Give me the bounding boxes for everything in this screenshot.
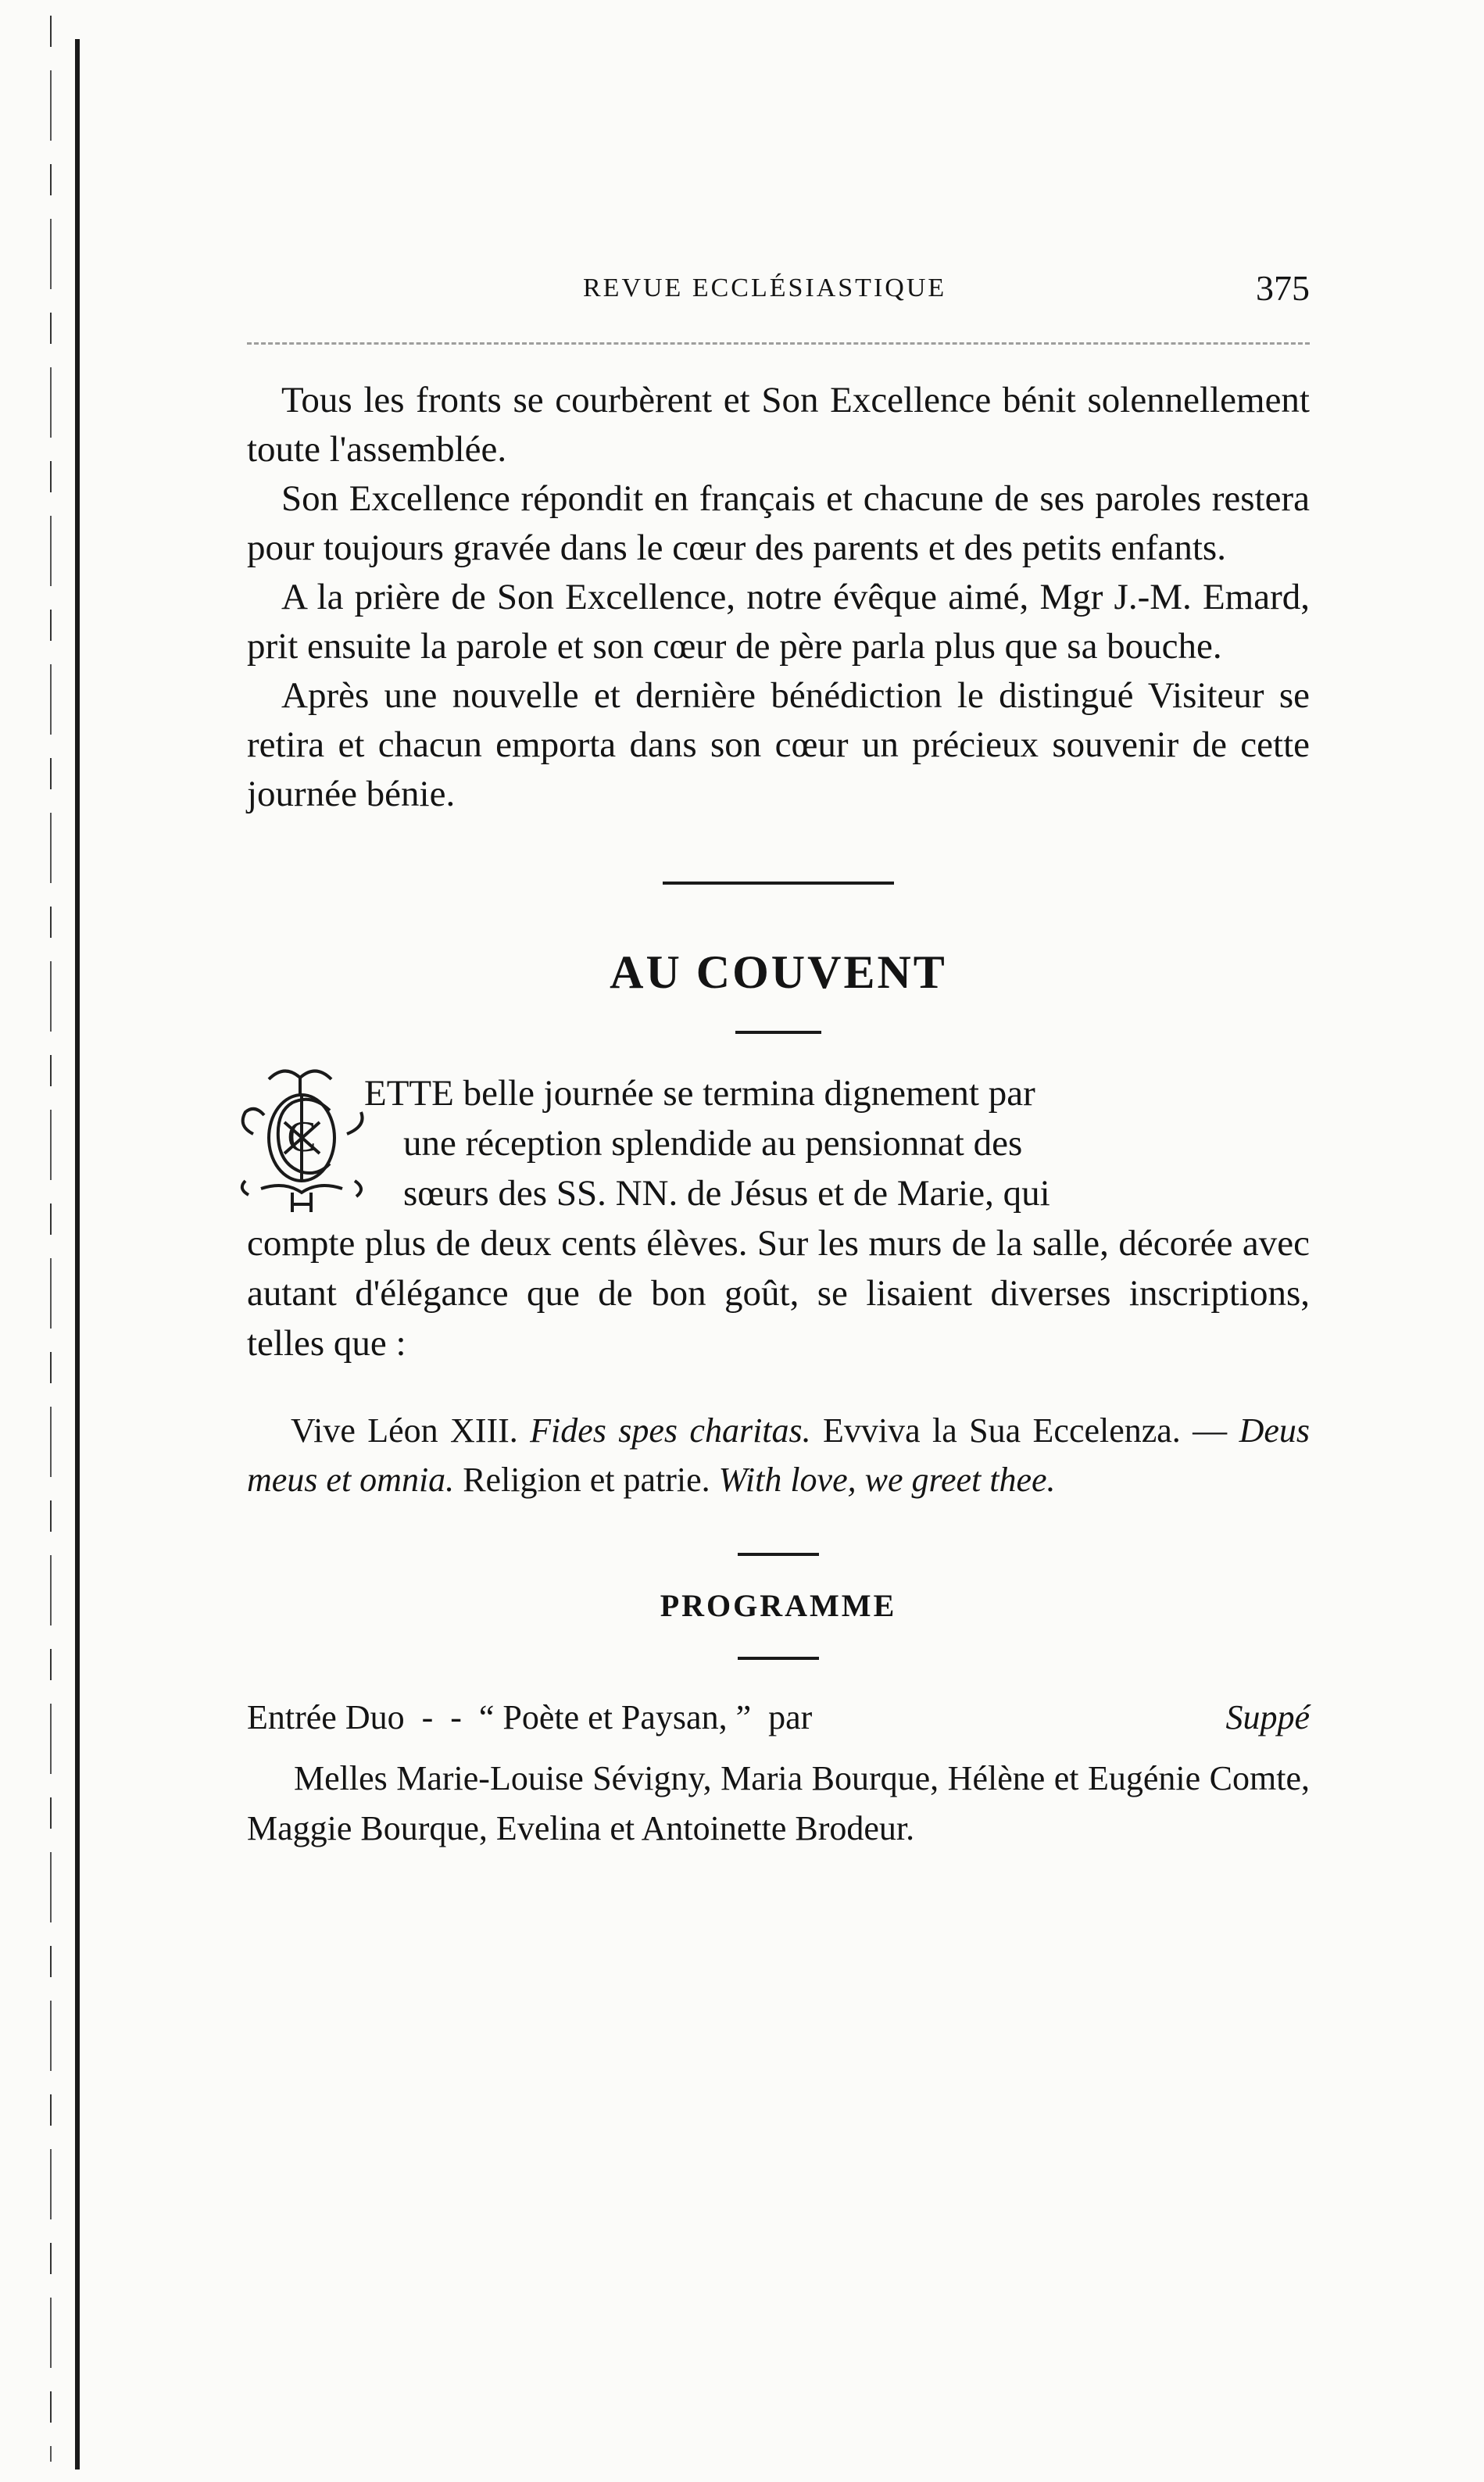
programme-rule-bottom bbox=[738, 1657, 819, 1660]
paragraph-1: Tous les fronts se courbèrent et Son Excellence bénit solennellement toute l'assemblée. bbox=[247, 380, 1310, 470]
paragraph-3: A la prière de Son Excellence, notre évêque aimé, Mgr J.-M. Emard, prit ensuite la parole et son cœur de père parla plus que sa bouche. bbox=[247, 577, 1310, 667]
dropcap-line-3: sœurs des SS. NN. de Jésus et de Marie, qui bbox=[403, 1173, 1050, 1214]
programme-entry bbox=[247, 1697, 1310, 1747]
binding-edge-dashes bbox=[50, 16, 52, 2462]
inscription-religion: Religion et patrie. bbox=[463, 1461, 710, 1499]
dropcap-line-2: une réception splendide au pensionnat des bbox=[403, 1123, 1023, 1164]
programme-entry-composer: Suppé bbox=[1225, 1698, 1310, 1736]
dropcap-rest: compte plus de deux cents élèves. Sur les murs de la salle, décorée avec autant d'élégance que de bon goût, se lisaient diverses inscriptions, telles que : bbox=[247, 1223, 1310, 1364]
section-rule-top bbox=[663, 882, 894, 885]
programme-title: PROGRAMME bbox=[660, 1588, 897, 1623]
paragraph-2: Son Excellence répondit en français et chacune de ses paroles restera pour toujours gravée dans le cœur des parents et des petits enfants. bbox=[247, 478, 1310, 568]
dropcap-paragraph bbox=[247, 1068, 1310, 1368]
inscription-deus: Deus meus et omnia. bbox=[247, 1411, 1310, 1499]
inscription-fides: Fides spes charitas. bbox=[530, 1411, 811, 1450]
inscription-with-love: With love, we greet thee. bbox=[718, 1461, 1056, 1499]
page-number: 375 bbox=[1256, 268, 1310, 308]
inscriptions bbox=[247, 1406, 1310, 1504]
section-title: AU COUVENT bbox=[610, 946, 947, 998]
inscription-vive-leon: Vive Léon XIII. bbox=[291, 1411, 518, 1450]
programme-performers: Melles Marie-Louise Sévigny, Maria Bourque, Hélène et Eugénie Comte, Maggie Bourque, Evelina et Antoinette Brodeur. bbox=[247, 1759, 1310, 1847]
ornamental-dropcap-icon bbox=[238, 1064, 402, 1220]
dropcap-letter: C bbox=[287, 1113, 316, 1161]
running-head-title: REVUE ECCLÉSIASTIQUE bbox=[583, 274, 947, 302]
inscription-evviva: Evviva la Sua Eccelenza. — bbox=[823, 1411, 1228, 1450]
page bbox=[247, 268, 1310, 1854]
programme-rule-top bbox=[738, 1553, 819, 1556]
binding-edge bbox=[75, 39, 80, 2469]
running-head bbox=[247, 268, 1310, 320]
paragraph-4: Après une nouvelle et dernière bénédiction le distingué Visiteur se retira et chacun emporta dans son cœur un précieux souvenir de cette journée bénie. bbox=[247, 675, 1310, 814]
programme-entry-title: Entrée Duo - - “ Poète et Paysan, ” par bbox=[247, 1698, 813, 1736]
dropcap-line-1: ETTE belle journée se termina dignement par bbox=[364, 1073, 1035, 1114]
header-rule bbox=[247, 342, 1310, 345]
section-rule-bottom bbox=[735, 1031, 821, 1034]
